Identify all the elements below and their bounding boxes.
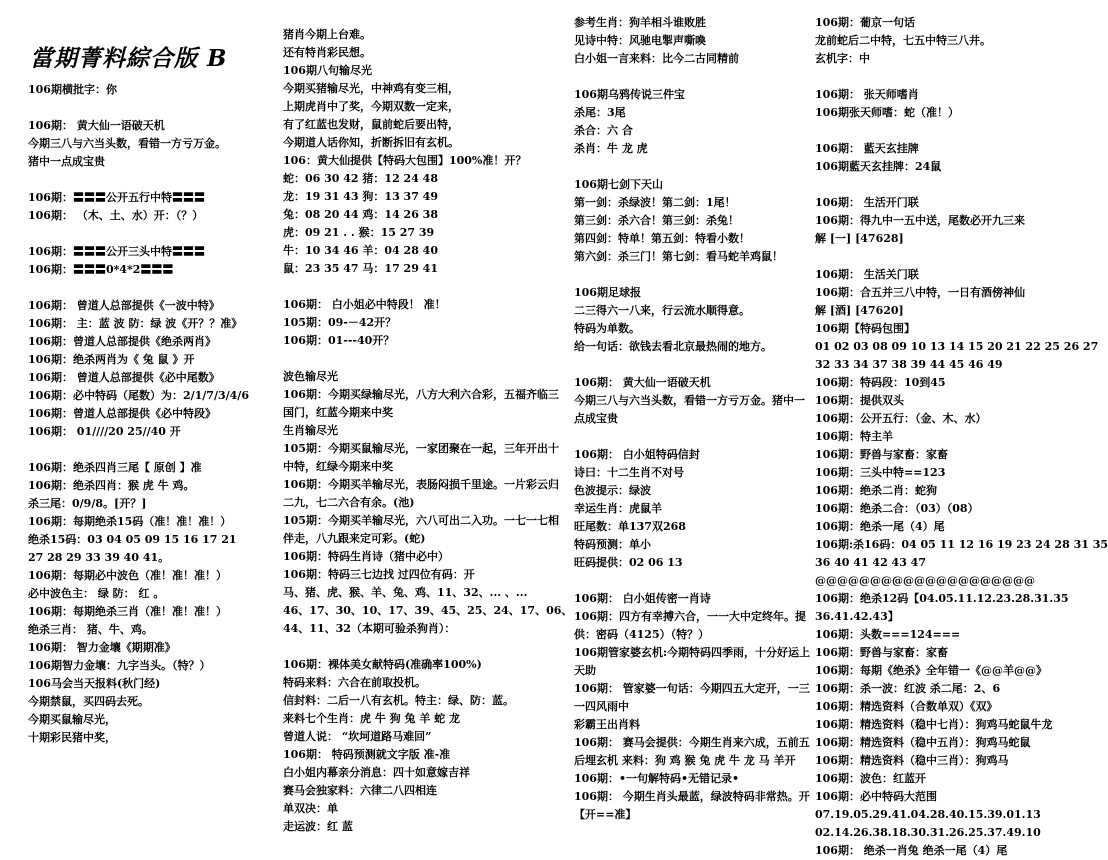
text-line: 走运波：红 蓝 [283,820,353,833]
text-line: 106期：四方有幸搏六合，一一大中定终年。提 [574,610,806,623]
text-line: 今期道人话你知，折断拆旧有玄机。 [283,136,459,149]
text-line: 106期：得九中一五中送，尾数必开九三来 [815,214,1025,227]
text-line: 第六剑：杀三门！第七剑：看马蛇羊鸡鼠！ [574,250,783,263]
text-line: 伴走，八九跟来定可彩。(蛇) [283,532,426,545]
text-line: 点成宝贵 [574,412,618,425]
text-line: 07.19.05.29.41.04.28.40.15.39.01.13 [815,808,1041,821]
spacer [574,266,798,284]
text-line: 单双决：单 [283,802,338,815]
text-line: 第一剑：杀绿波！第二剑：1尾！ [574,196,736,209]
text-line: 106期：每期《绝杀》全年错一《@@羊@@》 [815,664,1047,677]
text-line: 龙：19 31 43 狗：13 37 49 [283,190,438,203]
spacer [815,122,1070,140]
column-2 [283,0,573,833]
text-line: 106期：绝杀四肖：猴 虎 牛 鸡。 [28,479,195,492]
text-line: 106期： 张天师嗜肖 [815,88,919,101]
text-line: 106期：每期绝杀15码（准！准！准！） [28,515,232,528]
text-line: 106期：•一句解特码•无错记录• [574,772,740,785]
text-line: 106期：特主羊 [815,430,893,443]
text-line: 彩霸王出肖料 [574,718,640,731]
text-line: 106期： （木、土、水）开：（？） [28,209,204,222]
text-line: 106期： 生活开门联 [815,196,919,209]
text-line: 106期： 曾道人总部提供《一波中特》 [28,299,220,312]
text-line: 106期：每期必中波色（准！准！准！） [28,569,227,582]
text-line: 02.14.26.38.18.30.31.26.25.37.49.10 [815,826,1041,839]
text-line: 赛马会独家料：六律二八四相连 [283,784,437,797]
text-line: 106期：杀一波：红波 杀二尾：2、6 [815,682,1001,695]
text-line: 还有特肖彩民想。 [283,46,371,59]
text-line: 生肖输尽光 [283,424,338,437]
text-line: 虎：09 21 . . 猴：15 27 39 [283,226,435,239]
text-line: 参考生肖：狗羊相斗谁败胜 [574,16,706,29]
text-line: 今期买猪输尽光，中神鸡有变三相， [283,82,459,95]
column-2-lines [283,26,573,836]
text-line: 106期： 今期生肖头最蓝，绿波特码非常热。开 [574,790,810,803]
spacer [815,176,1070,194]
text-line: 106期：野兽与家畜：家畜 [815,646,948,659]
text-line: 32 33 34 37 38 39 44 45 46 49 [815,358,1003,371]
text-line: 十期彩民猪中奖， [28,731,116,744]
text-line: 106期：必中特码（尾数）为：2/1/7/3/4/6 [28,389,249,402]
text-line: 106期：〓〓〓公开三头中特〓〓〓 [28,245,205,258]
text-line: 01 02 03 08 09 10 13 14 15 20 21 22 25 26 27 [815,340,1099,353]
text-line: 106期：头数===124=== [815,628,961,641]
text-line: 106期：〓〓〓公开五行中特〓〓〓 [28,191,205,204]
text-line: 今期买鼠输尽光， [28,713,116,726]
spacer [574,68,798,86]
page-title: 當期菁料綜合版 B [30,45,228,72]
text-line: 供：密码（4125）（特？） [574,628,710,641]
text-line: 36.41.42.43】 [815,610,899,623]
text-line: 106期：野兽与家畜：家畜 [815,448,948,461]
spacer [574,158,798,176]
text-line: 106期：01---40开？ [283,334,395,347]
text-line: 106期【特码包围】 [815,322,915,335]
column-3-lines [574,14,811,824]
text-line: 今期禁鼠，买四码去死。 [28,695,149,708]
text-line: 绝杀三肖： 猪、牛、鸡。 [28,623,153,636]
text-line: 蛇：06 30 42 猪：12 24 48 [283,172,438,185]
text-line: 36 40 41 42 43 47 [815,556,926,569]
text-line: 106期：合五并三八中特，一日有酒傍神仙 [815,286,1025,299]
text-line: 106期智力金壤：九字当头。（特？） [28,659,211,672]
text-line: 今期三八与六当头数，看错一方亏万金。猪中一 [574,394,805,407]
text-line: 猪肖今期上台难。 [283,28,371,41]
text-line: 106期： 黄大仙一语破天机 [28,119,165,132]
text-line: 106期：绝杀四肖三尾【 原创 】准 [28,461,202,474]
column-3 [574,0,811,821]
spacer [815,68,1070,86]
text-line: 一四风雨中 [574,700,629,713]
spacer [28,225,264,243]
text-line: 106期：今期买绿输尽光，八方大利六合彩，五福齐临三 [283,388,559,401]
text-line: 106期：特码三七边找 过四位有码：开 [283,568,475,581]
text-line: 106期： 主：蓝 波 防：绿 波《开？？准》 [28,317,243,330]
text-line: 106期： 赛马会提供：今期生肖来六成，五前五 [574,736,810,749]
text-line: 106期：〓〓〓0*4*2〓〓〓 [28,263,174,276]
text-line: 106期：特码生肖诗（猪中必中） [283,550,449,563]
text-line: 第三剑：杀六合！第三剑：杀兔！ [574,214,739,227]
text-line: 第四剑：特单！第五剑：特看小数！ [574,232,750,245]
text-line: 今期三八与六当头数，看错一方亏万金。 [28,137,226,150]
column-4-lines [815,14,1108,860]
text-line: 106期：葡京一句话 [815,16,915,29]
text-line: 106期：精选资料（稳中五肖）：狗鸡马蛇鼠 [815,736,1031,749]
text-line: 106：黄大仙提供【特码大包围】100%准！开？ [283,154,527,167]
text-line: 兔：08 20 44 鸡：14 26 38 [283,208,438,221]
text-line: 106期:杀16码：04 05 11 12 16 19 23 24 28 31 35 [815,538,1108,551]
text-line: 46、17、30、10、17、39、45、25、24、17、06、 [283,604,573,617]
text-line: 106期：绝杀12码【04.05.11.12.23.28.31.35 [815,592,1069,605]
text-line: 106期： 生活关门联 [815,268,919,281]
spacer [28,279,264,297]
text-line: 106期： 绝杀一肖兔 绝杀一尾（4）尾 [815,844,1008,857]
text-line: 旺尾数：单137双268 [574,520,686,533]
text-line: 106期张天师嗜：蛇（准！） [815,106,959,119]
text-line: 特码为单数。 [574,322,640,335]
text-line: @@@@@@@@@@@@@@@@@@@@ [815,574,1035,587]
text-line: 106期：绝杀二合：（03）（08） [815,502,979,515]
text-line: 波色输尽光 [283,370,338,383]
text-line: 106期： 白小姐特码信封 [574,448,700,461]
text-line: 二三得六一八来，行云流水顺得意。 [574,304,750,317]
text-line: 106期藍天玄挂牌：24鼠 [815,160,942,173]
text-line: 特码预测：单小 [574,538,651,551]
text-line: 二九，七二六合有余。(池) [283,496,415,509]
text-line: 牛：10 34 46 羊：04 28 40 [283,244,438,257]
text-line: 幸运生肖：虎鼠羊 [574,502,662,515]
text-line: 106马会当天报料(秋门经) [28,677,161,690]
text-line: 106期：公开五行：（金、木、水） [815,412,987,425]
text-line: 106期： 01////20 25//40 开 [28,425,181,438]
text-line: 上期虎肖中了奖，今期双数一定来， [283,100,459,113]
text-line: 【开==准】 [574,808,637,821]
spacer [28,99,264,117]
spacer [283,638,555,656]
text-line: 106期：今期买羊输尽光，表肠闷损千里途。一片彩云归 [283,478,559,491]
text-line: 106期：曾道人总部提供《绝杀两肖》 [28,335,216,348]
text-line: 色波提示：绿波 [574,484,651,497]
text-line: 解 [酒] [47620] [815,304,904,317]
text-line: 曾道人说： “坎坷道路马难回” [283,730,432,743]
text-line: 106期管家婆玄机:今期特码四季雨，十分好运上 [574,646,811,659]
text-line: 给一句话：欲钱去看北京最热闹的地方。 [574,340,772,353]
text-line: 106期： 藍天玄挂牌 [815,142,919,155]
spacer [574,428,798,446]
text-line: 106期：精选资料（合数单双）《双》 [815,700,998,713]
spacer [574,572,798,590]
text-line: 106期：波色：红蓝开 [815,772,926,785]
text-line: 106期： 白小姐传密一肖诗 [574,592,711,605]
text-line: 106期：曾道人总部提供《必中特段》 [28,407,216,420]
text-line: 中特，红绿今期来中奖 [283,460,393,473]
text-line: 特码来料：六合在前取投机。 [283,676,426,689]
text-line: 106期： 曾道人总部提供《必中尾数》 [28,371,220,384]
text-line: 信封料：二后一八有玄机。特主：绿、防：蓝。 [283,694,514,707]
text-line: 106期：精选资料（稳中七肖）：狗鸡马蛇鼠牛龙 [815,718,1053,731]
text-line: 白小姐一言来料：比今二古同精前 [574,52,739,65]
text-line: 106期：必中特码大范围 [815,790,937,803]
text-line: 106期：每期绝杀三肖（准！准！准！） [28,605,227,618]
text-line: 106期：裸体美女献特码(准确率100%) [283,658,482,671]
text-line: 玄机字：中 [815,52,870,65]
text-line: 杀尾：3尾 [574,106,626,119]
text-line: 解 [一] [47628] [815,232,904,245]
spacer [28,441,264,459]
text-line: 106期： 白小姐必中特段！ 准！ [283,298,446,311]
spacer [283,350,555,368]
text-line: 见诗中特：风驰电掣声嘶喚 [574,34,706,47]
text-line: 106期八句输尽光 [283,64,372,77]
text-line: 旺码提供：02 06 13 [574,556,683,569]
text-line: 106期：绝杀二肖：蛇狗 [815,484,937,497]
text-line: 105期：今期买鼠输尽光，一家团聚在一起，三年开出十 [283,442,559,455]
text-line: 106期： 管家婆一句话：今期四五大定开，一三 [574,682,810,695]
spacer [815,248,1070,266]
text-line: 白小姐内幕亲分消息：四十如意嫁吉祥 [283,766,470,779]
text-line: 105期：09-－42开？ [283,316,397,329]
text-line: 106期：提供双头 [815,394,904,407]
spacer [283,278,555,296]
text-line: 106期： 智力金壤《期期准》 [28,641,176,654]
text-line: 诗曰：十二生肖不对号 [574,466,684,479]
column-4 [815,0,1108,857]
text-line: 106期： 特码预测就文字版 准-准 [283,748,451,761]
text-line: 106期足球报 [574,286,641,299]
text-line: 106期横批字：你 [28,83,117,96]
text-line: 必中波色主： 绿 防： 红 。 [28,587,165,600]
text-line: 106期：绝杀两肖为《 兔 鼠 》开 [28,353,195,366]
text-line: 杀三尾：0/9/8。[开？] [28,497,147,510]
text-line: 后埋玄机 来料：狗 鸡 猴 兔 虎 牛 龙 马 羊开 [574,754,796,767]
text-line: 105期：今期买羊输尽光，六八可出二入功。一七一七相 [283,514,559,527]
text-line: 猪中一点成宝贵 [28,155,105,168]
column-1 [28,0,264,764]
text-line: 杀合：六 合 [574,124,633,137]
text-line: 106期：精选资料（稳中三肖）：狗鸡马 [815,754,1009,767]
spacer [28,171,264,189]
text-line: 马、猪、虎、猴、羊、兔、鸡、11、32、... 、... [283,586,528,599]
text-line: 来料七个生肖：虎 牛 狗 兔 羊 蛇 龙 [283,712,460,725]
spacer [574,356,798,374]
text-line: 杀肖：牛 龙 虎 [574,142,648,155]
text-line: 27 28 29 33 39 40 41。 [28,551,170,564]
text-line: 44、11、32（本期可验杀狗肖）： [283,622,456,635]
text-line: 国门，红蓝今期来中奖 [283,406,393,419]
text-line: 绝杀15码：03 04 05 09 15 16 17 21 [28,533,237,546]
text-line: 106期乌鸦传说三件宝 [574,88,685,101]
text-line: 有了红蓝也发财，鼠前蛇后要出特， [283,118,459,131]
text-line: 106期： 黄大仙一语破天机 [574,376,711,389]
text-line: 天助 [574,664,596,677]
column-1-lines [28,81,264,747]
text-line: 106期：三头中特==123 [815,466,946,479]
text-line: 106期：特码段：10到45 [815,376,946,389]
text-line: 106期：绝杀一尾（4）尾 [815,520,945,533]
text-line: 鼠：23 35 47 马：17 29 41 [283,262,438,275]
text-line: 龙前蛇后二中特，七五中特三八井。 [815,34,991,47]
text-line: 106期七剑下天山 [574,178,663,191]
